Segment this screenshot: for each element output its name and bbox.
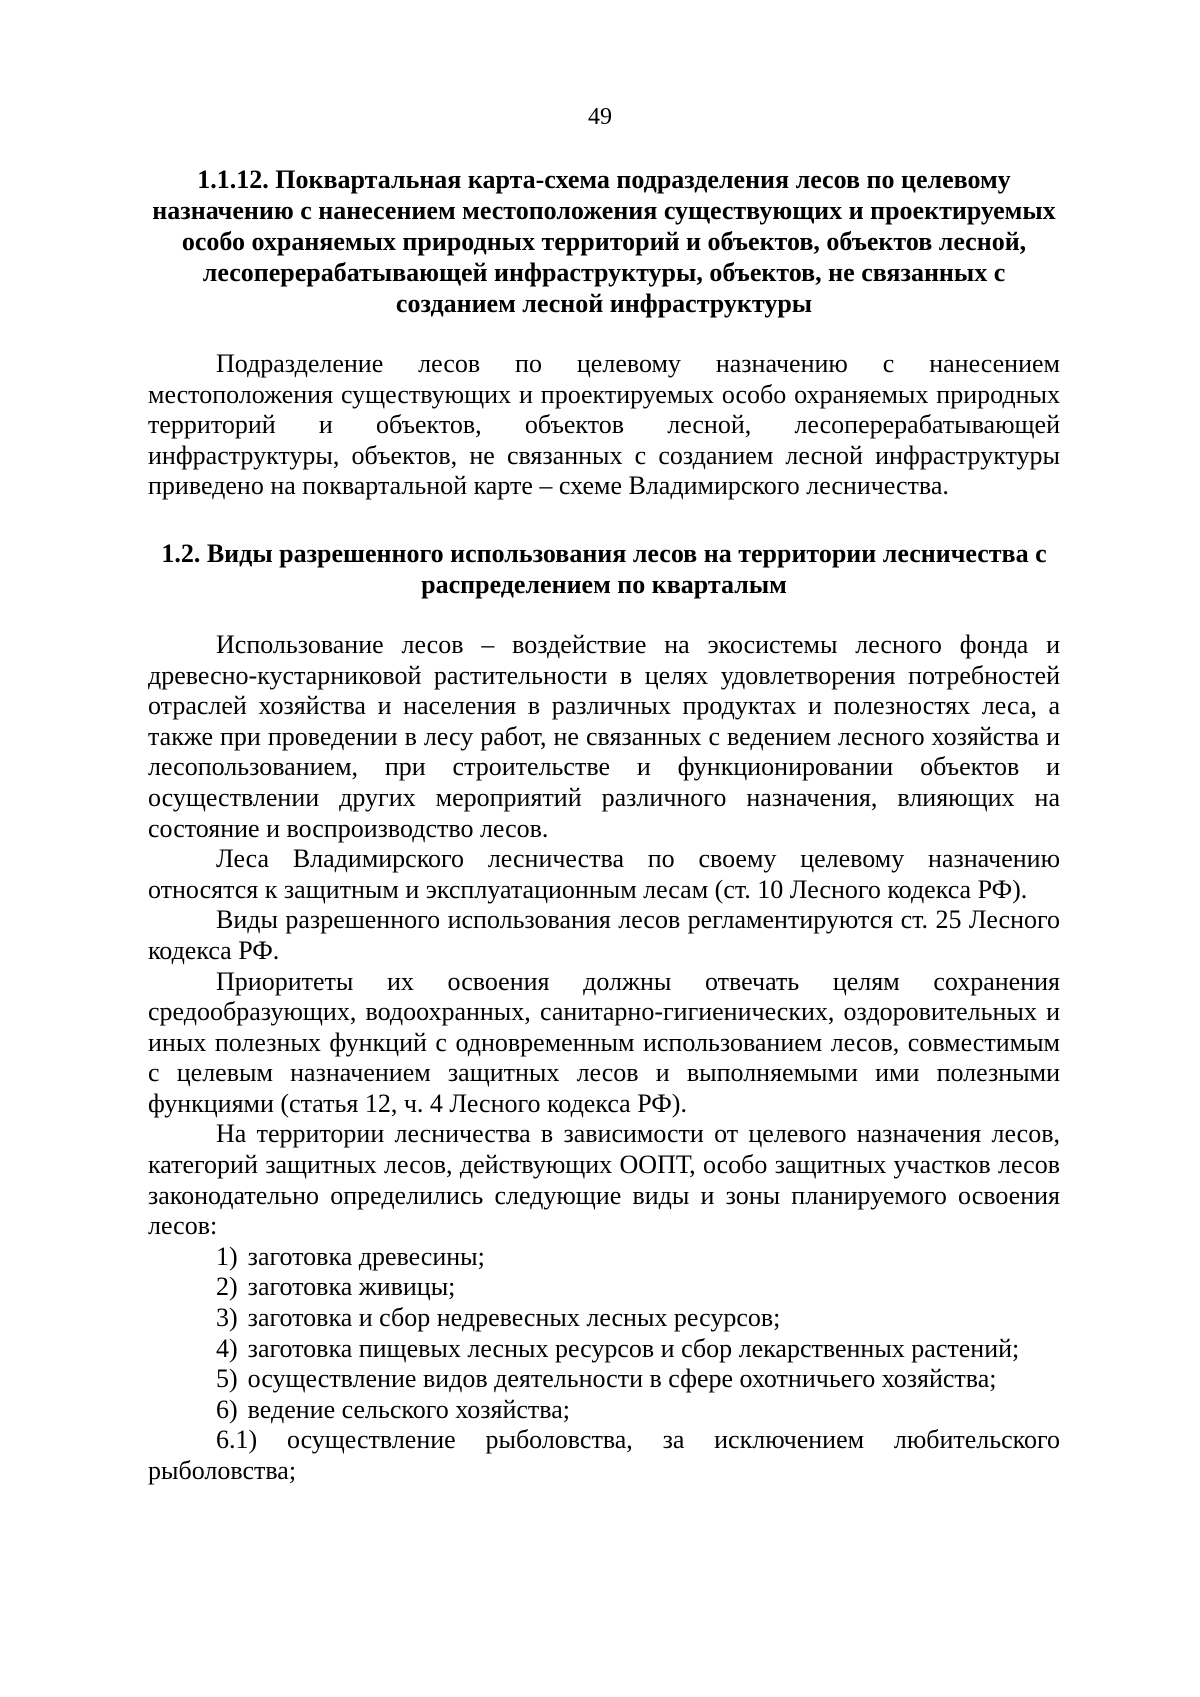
list-item-number: 6.1) <box>216 1425 258 1455</box>
list-item-text: ведение сельского хозяйства; <box>247 1394 570 1424</box>
list-item <box>148 1395 1060 1426</box>
list-item-text: заготовка живицы; <box>247 1272 456 1302</box>
list-item-number: 1) <box>216 1241 238 1271</box>
list-item <box>148 1272 1060 1303</box>
list-item-text: заготовка древесины; <box>247 1241 485 1271</box>
paragraph: Приоритеты их освоения должны отвечать целям сохранения средообразующих, водоохранных, санитарно-гигиенических, оздоровительных и иных полезных функций с одновременным использованием лесов, совместимым с целевым назначением защитных лесов и выполняемыми ими полезными функциями (статья 12, ч. 4 Лесного кодекса РФ). <box>148 966 1060 1118</box>
list-item <box>148 1425 1060 1486</box>
section-heading-1-2: 1.2. Виды разрешенного использования лесов на территории лесничества с распределением по кварталым <box>161 538 1047 599</box>
list-item-text: заготовка пищевых лесных ресурсов и сбор лекарственных растений; <box>247 1333 1020 1363</box>
list-item <box>148 1242 1060 1273</box>
list-item-number: 5) <box>216 1364 238 1394</box>
usage-types-list <box>148 1242 1060 1487</box>
list-item <box>148 1364 1060 1395</box>
list-item-text: осуществление рыболовства, за исключением любительского рыболовства; <box>148 1425 1060 1485</box>
paragraph: Использование лесов – воздействие на экосистемы лесного фонда и древесно-кустарниковой растительности в целях удовлетворения потребностей отраслей хозяйства и населения в различных продуктах и полезностях леса, а также при проведении в лесу работ, не связанных с ведением лесного хозяйства и лесопользованием, при строительстве и функционировании объектов и осуществлении других мероприятий различного назначения, влияющих на состояние и воспроизводство лесов. <box>148 629 1060 843</box>
list-item <box>148 1334 1060 1365</box>
paragraph: На территории лесничества в зависимости от целевого назначения лесов, категорий защитных лесов, действующих ООПТ, особо защитных участков лесов законодательно определились следующие виды и зоны планируемого освоения лесов: <box>148 1119 1060 1241</box>
list-item-number: 4) <box>216 1333 238 1363</box>
list-item-text: заготовка и сбор недревесных лесных ресурсов; <box>247 1303 781 1333</box>
list-item-number: 6) <box>216 1394 238 1424</box>
paragraph: Виды разрешенного использования лесов регламентируются ст. 25 Лесного кодекса РФ. <box>148 905 1060 965</box>
paragraph: Подразделение лесов по целевому назначению с нанесением местоположения существующих и проектируемых особо охраняемых природных территорий и объектов, объектов лесной, лесоперерабатывающей инфраструктуры, объектов, не связанных с созданием лесной инфраструктуры приведено на поквартальной карте – схеме Владимирского лесничества. <box>148 349 1060 501</box>
section-heading-1-1-12: 1.1.12. Поквартальная карта-схема подразделения лесов по целевому назначению с нанесением местоположения существующих и проектируемых особо охраняемых природных территорий и объектов, объектов лесной, лесоперерабатывающей инфраструктуры, объектов, не связанных с созданием лесной инфраструктуры <box>152 165 1056 318</box>
page-number: 49 <box>588 104 612 130</box>
paragraph: Леса Владимирского лесничества по своему целевому назначению относятся к защитным и эксплуатационным лесам (ст. 10 Лесного кодекса РФ). <box>148 844 1060 904</box>
list-item-number: 3) <box>216 1303 238 1333</box>
page-content <box>148 164 1060 1487</box>
list-item-text: осуществление видов деятельности в сфере охотничьего хозяйства; <box>247 1364 997 1394</box>
list-item-number: 2) <box>216 1272 238 1302</box>
list-item <box>148 1303 1060 1334</box>
